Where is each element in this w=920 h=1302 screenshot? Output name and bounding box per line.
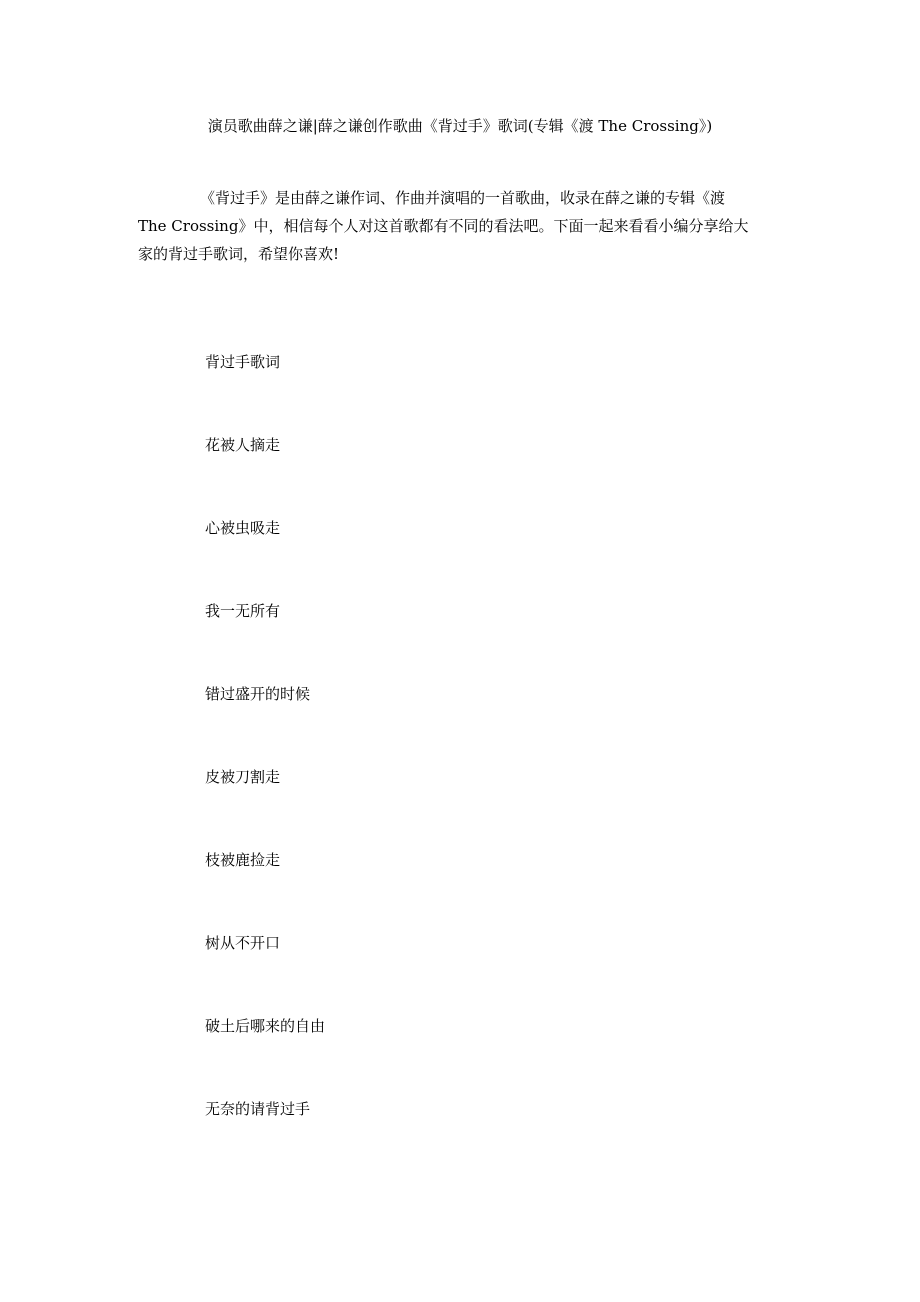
lyric-line: 树从不开口 — [205, 934, 281, 952]
lyric-line: 皮被刀割走 — [205, 768, 281, 786]
intro-line: The Crossing》中，相信每个人对这首歌都有不同的看法吧。下面一起来看看小编分享给大 — [138, 217, 749, 235]
lyrics-heading: 背过手歌词 — [205, 353, 281, 371]
intro-line: 家的背过手歌词，希望你喜欢! — [138, 245, 340, 263]
intro-line: 《背过手》是由薛之谦作词、作曲并演唱的一首歌曲，收录在薛之谦的专辑《渡 — [200, 189, 726, 207]
lyric-line: 破土后哪来的自由 — [205, 1017, 326, 1035]
lyric-line: 心被虫吸走 — [205, 519, 281, 537]
lyric-line: 错过盛开的时候 — [205, 685, 311, 703]
lyric-line: 我一无所有 — [205, 602, 281, 620]
lyric-line: 花被人摘走 — [205, 436, 281, 454]
lyric-line: 无奈的请背过手 — [205, 1100, 311, 1118]
lyric-line: 枝被鹿捡走 — [205, 851, 281, 869]
intro-paragraph — [138, 184, 784, 268]
page-title: 演员歌曲薛之谦|薛之谦创作歌曲《背过手》歌词(专辑《渡 The Crossing》) — [207, 117, 713, 135]
